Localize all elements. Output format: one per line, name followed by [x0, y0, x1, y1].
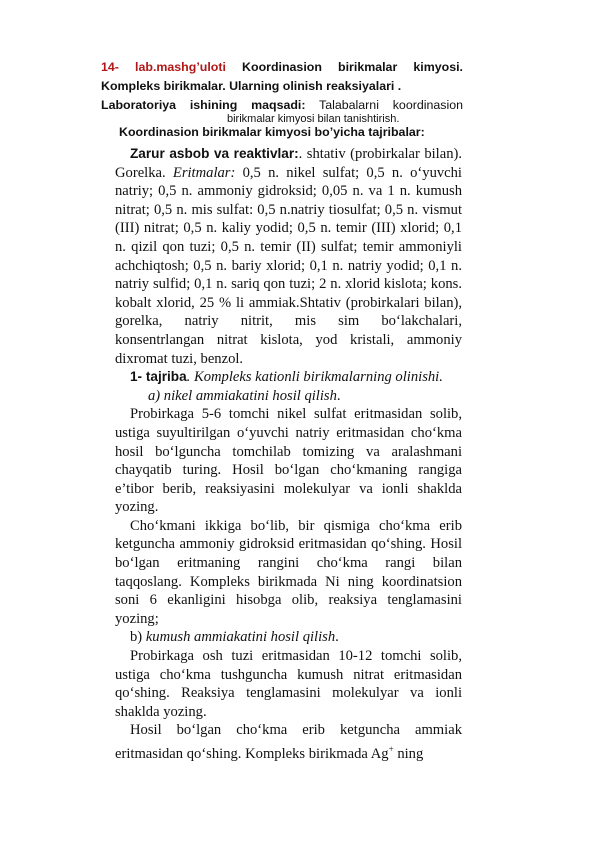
equipment-paragraph — [115, 145, 462, 368]
paragraph-b2-text: Hosil bo‘lgan cho‘kma erib ketguncha ammiak eritmasidan qo‘shing. Kompleks birikmada Ag — [115, 722, 462, 762]
header-line-1 — [101, 58, 463, 77]
equipment-label: Zarur asbob va reaktivlar: — [130, 146, 299, 161]
experiment-1-title: . Kompleks kationli birikmalarning olinishi. — [186, 369, 443, 386]
sub-b-heading — [115, 628, 462, 647]
sub-a-title: a) nikel ammiakatini hosil qilish — [148, 387, 337, 404]
equipment-text-1: . shtativ (probirkalar bilan). Gorelka. — [115, 146, 463, 181]
paragraph-a1: Probirkaga 5-6 tomchi nikel sulfat eritmasidan solib, ustiga suyultirilgan o‘yuvchi natriy eritmasidan cho‘kma hosil bo‘lguncha tomchilab tomizing va aralashmani chayqatib turing. Hosil bo‘lgan cho‘kmaning rangiga e’tibor berib, reaksiyasini molekulyar va ionli shaklda yozing. — [115, 406, 462, 516]
sub-b-title: kumush ammiakatini hosil qilish — [145, 629, 336, 646]
body-text — [115, 145, 462, 763]
experiment-1-label: 1- tajriba — [130, 369, 187, 385]
lab-number: 14- lab.mashg’uloti — [101, 60, 226, 74]
paragraph-b1: Probirkaga osh tuzi eritmasidan 10-12 tomchi solib, ustiga cho‘kma tushguncha kumush nitrat eritmasidan qo‘shing. Reaksiya tenglamasini molekulyar va ionli shaklda yozing. — [115, 648, 462, 720]
aim-text-2: birikmalar kimyosi bilan tanishtirish. — [227, 113, 400, 125]
paragraph-b2 — [115, 721, 462, 763]
equipment-text-2: 0,5 n. nikel sulfat; 0,5 n. o‘yuvchi natriy; 0,5 n. ammoniy gidroksid; 0,05 n. va 1 n. kumush nitrat; 0,5 n. mis sulfat: 0,5 n.natriy tiosulfat; 0,5 n. vismut (III) nitrat; 0,5 n. kaliy yodid; 0,5 n. temir (III) xlorid; 0,1 n. qizil qon tuzi; 0,5 n. temir (II) sulfat; temir ammoniyli achchiqtosh; 0,5 n. bariy xlorid; 0,1 n. natriy yodid; 0,1 n. natriy sulfid; 0,1 n. sariq qon tuzi; 2 n. xlorid kislota; kons. kobalt xlorid, 25 % li ammiak.Shtativ (probirkalari bilan), gorelka, natriy nitrit, mis sim bo‘lakchalari, konsentrlangan nitrat kislota, yod kristali, ammoniy dixromat tuzi, benzol. — [115, 164, 462, 367]
aim-text-1: Talabalarni koordinasion — [305, 98, 463, 112]
solutions-label: Eritmalar: — [172, 164, 236, 181]
sub-a-heading — [115, 387, 462, 406]
paragraph-b2-end: ning — [393, 745, 424, 762]
section-title: Koordinasion birikmalar kimyosi bo’yicha tajribalar: — [119, 125, 425, 139]
sub-b-letter: b) — [130, 629, 146, 646]
aim-label: Laboratoriya ishining maqsadi: — [101, 98, 306, 112]
header-title-part1: Koordinasion birikmalar kimyosi. — [225, 60, 463, 74]
experiment-1-heading — [115, 368, 462, 387]
silver-ion-charge: + — [388, 744, 394, 754]
sub-b-dot: . — [335, 629, 339, 646]
header-title-line2: Kompleks birikmalar. Ularning olinish reaksiyalari . — [101, 79, 402, 93]
sub-a-dot: . — [336, 387, 341, 404]
paragraph-a2: Cho‘kmani ikkiga bo‘lib, bir qismiga cho‘kma erib ketguncha ammoniy gidroksid eritmasidan qo‘shing. Hosil bo‘lgan eritmaning rangini cho‘kma rangi bilan taqqoslang. Kompleks birikmada Ni ning koordinatsion soni 6 ekanligini hisobga olib, reaksiya tenglamasini yozing; — [115, 517, 462, 627]
